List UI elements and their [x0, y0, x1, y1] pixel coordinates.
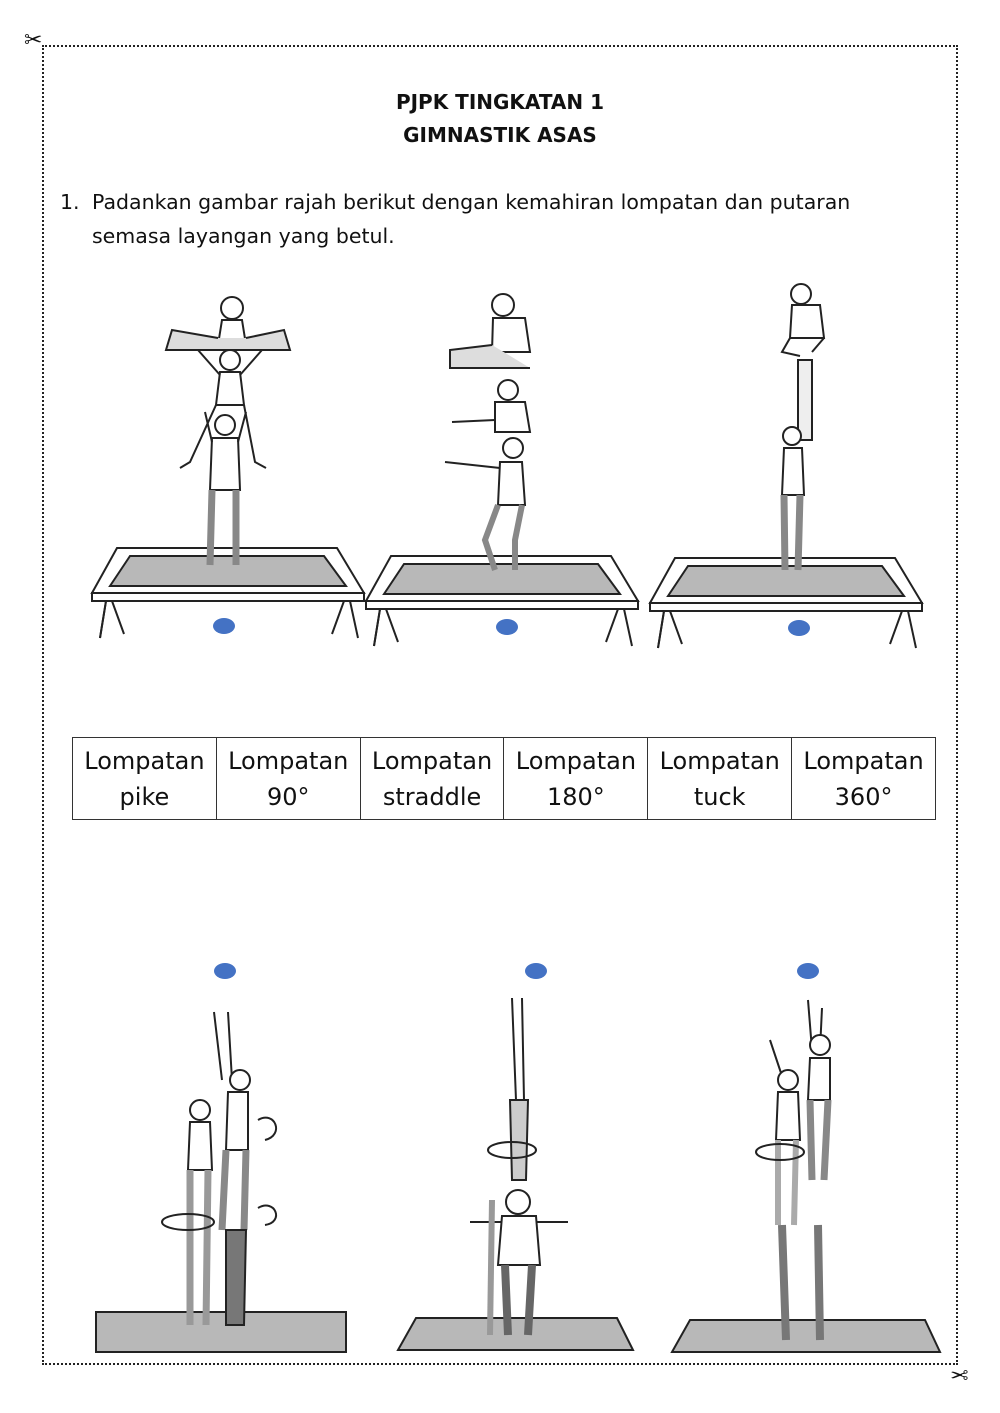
- question-text: Padankan gambar rajah berikut dengan kemahiran lompatan dan putaran semasa layangan yang betul.: [92, 190, 851, 248]
- trampoline-figure-2: [366, 294, 638, 646]
- scissors-icon: ✂: [950, 1364, 969, 1389]
- trampoline-figure-1: [92, 297, 364, 638]
- option-cell[interactable]: Lompatan pike: [73, 738, 217, 820]
- match-dot-figure-1[interactable]: [213, 618, 235, 634]
- trampoline-figure-4: [96, 1012, 346, 1352]
- option-cell[interactable]: Lompatan tuck: [648, 738, 792, 820]
- match-dot-figure-3[interactable]: [788, 620, 810, 636]
- match-dot-figure-5[interactable]: [525, 963, 547, 979]
- option-cell[interactable]: Lompatan 180°: [504, 738, 648, 820]
- match-dot-figure-2[interactable]: [496, 619, 518, 635]
- option-cell[interactable]: Lompatan straddle: [360, 738, 504, 820]
- option-cell[interactable]: Lompatan 360°: [792, 738, 936, 820]
- answer-options-table: [72, 737, 936, 820]
- worksheet-subject: PJPK TINGKATAN 1: [395, 90, 605, 114]
- trampoline-figure-6: [672, 1000, 940, 1352]
- worksheet-topic: GIMNASTIK ASAS: [403, 123, 597, 147]
- trampoline-figure-5: [398, 998, 633, 1350]
- question-number: 1.: [60, 190, 80, 214]
- match-dot-figure-4[interactable]: [214, 963, 236, 979]
- option-cell[interactable]: Lompatan 90°: [216, 738, 360, 820]
- trampoline-figure-3: [650, 284, 922, 648]
- rotation-arrow-icon: [162, 1118, 276, 1230]
- match-dot-figure-6[interactable]: [797, 963, 819, 979]
- scissors-icon: ✂: [24, 28, 43, 53]
